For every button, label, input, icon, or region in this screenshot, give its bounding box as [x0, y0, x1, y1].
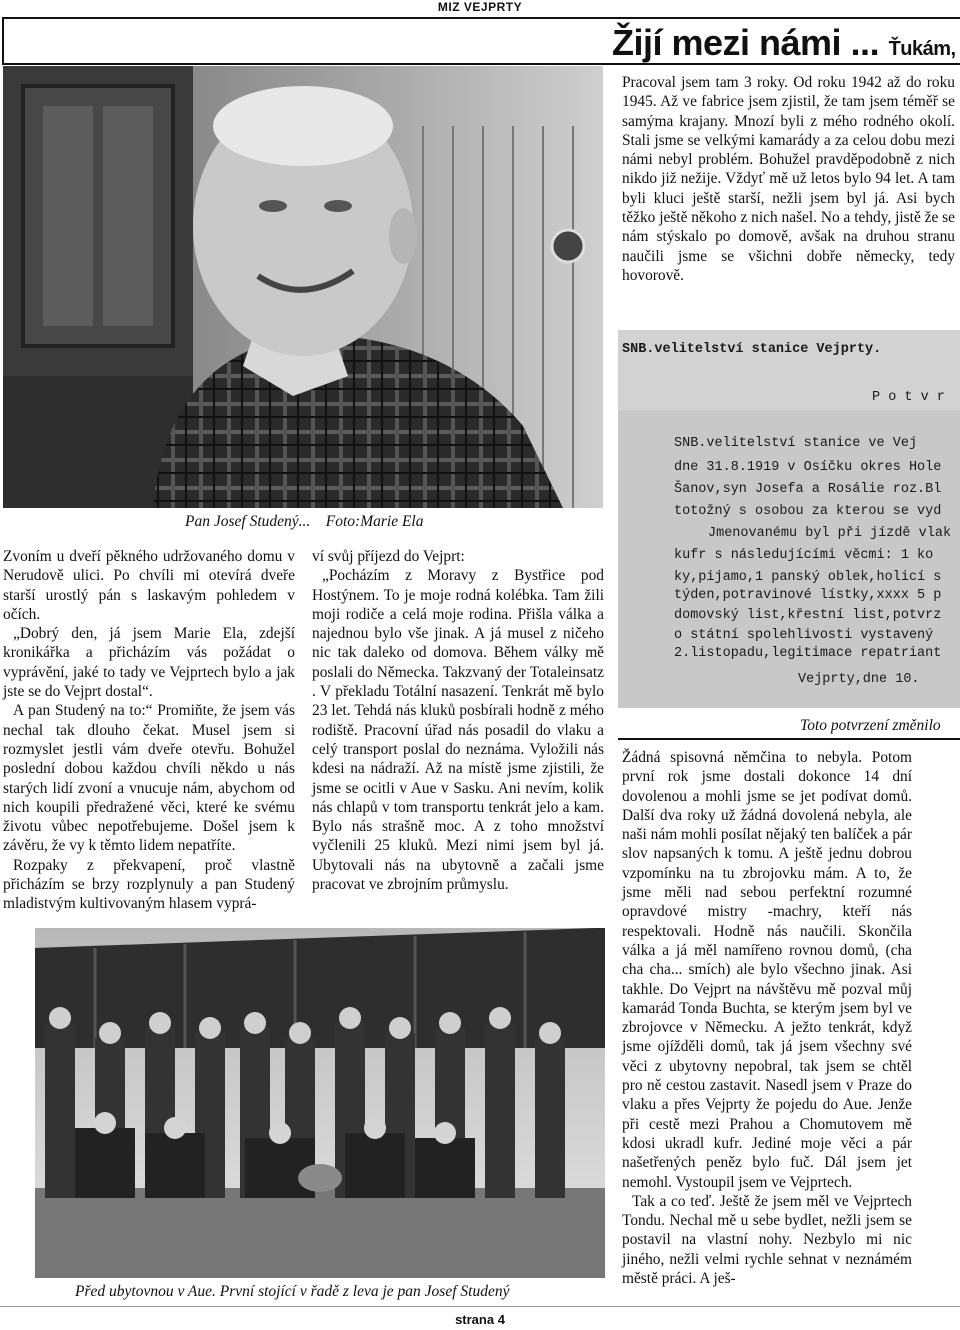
- column-3: [622, 748, 912, 1288]
- document-line: 2.listopadu,legitimace repatriant: [674, 646, 942, 661]
- right-top-column: [622, 73, 955, 285]
- title-main: Žijí mezi námi ...: [612, 22, 880, 63]
- right-top-paragraph: Pracoval jsem tam 3 roky. Od roku 1942 až do roku 1945. Až ve fabrice jsem zjistil, že tam jsem téměř se samýma krajany. Mnozí byli z mého rodného okolí. Stali jsme se velkými kamarády a za celou dobu mezi námi nebyl problém. Bohužel pravděpodobně z nich nikdo již nežije. Vždyť mě už letos bylo 94 let. A tam byli kluci ještě starší, nežli jsem byl já. Asi bych těžko ještě někoho z nich našel. No a tehdy, jistě že se nám stýskalo po domově, avšak na druhou stranu naučili jsme se všichni dobře německy, tedy hovorově.: [622, 74, 955, 284]
- document-line: domovský list,křestní list,potvrz: [674, 608, 942, 623]
- document-line: dne 31.8.1919 v Osíčku okres Hole: [674, 460, 942, 475]
- group-photo: [35, 928, 605, 1278]
- column-2: [312, 547, 604, 894]
- col3-paragraph: Žádná spisovná němčina to nebyla. Potom první rok jsme dostali dokonce 14 dní dovolenou a mohli jsme se jet podívat domů. Další dva roky už žádná dovolená nebyla, ale naši nám mohli posílat nějaký ten balíček a pár slov napsaných k tomu. A ještě jednu dobrou vzpomínku na tu zbrojovku mám. A to, že jsme měli nad sebou perfektní rozumné opravdové mistry -machry, kteří nás respektovali. Hodně nás naučili. Skončila válka a já měl namířeno rovnou domů, (cha cha cha... smích) ale bylo všechno jinak. Asi takhle. Do Vejprt na návštěvu mě pozval můj kamarád Tonda Buchta, se kterým jsem byl ve zbrojovce v Německu. A ježto tenkrát, když jsme ojížděli domů, tak já jsem všechny své věci z ubytovny nepobral, tak jsem se chtěl pro ně cestou zastavit. Nasedl jsem v Praze do vlaku a přes Vejprty že pojedu do Aue. Jenže při cestě mezi Prahou a Chomutovem mě kdosi ukradl kufr. Jediné moje věci a pár našetřených peněz bylo fuč. Dál jsem jet nemohl. Vystoupil jsem ve Vejprtech.: [622, 749, 912, 1191]
- col1-paragraph: „Dobrý den, já jsem Marie Ela, zdejší kronikářka a přicházím vás požádat o vyprávění, jaké to tady ve Vejprtech bylo a jak jste se do Vejprt dostal“.: [3, 625, 295, 701]
- document-line: totožný s osobou za kterou se vyd: [674, 504, 942, 519]
- document-line: P o t v r: [872, 390, 945, 405]
- col2-paragraph: ví svůj příjezd do Vejprt:: [312, 548, 465, 565]
- portrait-photo: [3, 66, 603, 508]
- footer-rule: [0, 1306, 960, 1307]
- group-photo-caption: Před ubytovnou v Aue. První stojící v řadě z leva je pan Josef Studený: [75, 1283, 510, 1300]
- column-1: [3, 547, 295, 914]
- document-line: kufr s následujícími věcmi: 1 ko: [674, 548, 934, 563]
- document-line: Jmenovanému byl při jízdě vlak: [708, 526, 952, 541]
- col2-paragraph: „Pocházím z Moravy z Bystřice pod Hostýnem. To je moje rodná kolébka. Tam žili moji rodiče a celá moje rodina. Přišla válka a najednou bylo vše jinak. A já musel z ničeho nic tak daleko od domova. Během války mě poslali do Německa. Takzvaný der Totaleinsatz . V překladu Totální nasazení. Tenkrát mě bylo 23 let. Tehdá nás kluků posbírali hodně z mého rodiště. Pracovní úřad nás posadil do vlaku a celý transport poslal do neznáma. Vyložili nás kdesi na nádraží. Až na místě jsme zjistili, že jsme se ocitli v Aue v Sasku. Ani nevím, kolik nás chlapů v tom transportu tenkrát jelo a kam. Bylo nás strašně moc. A z toho množství vyčlenili 25 kluků. Mezi nimi jsem byl já. Ubytovali nás na ubytovně a začali jsme pracovat ve zbrojním průmyslu.: [312, 567, 604, 894]
- document-line: Šanov,syn Josefa a Rosálie roz.Bl: [674, 482, 942, 497]
- title-sub: Ťukám,: [888, 38, 956, 60]
- col3-paragraph: Tak a co teď. Ještě že jsem měl ve Vejprtech Tondu. Nechal mě u sebe bydlet, nežli jsem se postavil na vlastní nohy. Nezbylo mi nic jiného, nežli velmi rychle sehnat v neznámém městě práci. A ješ-: [622, 1192, 912, 1288]
- col1-paragraph: Rozpaky z překvapení, proč vlastně přicházím se brzy rozplynuly a pan Studený mladistvým kultivovaným hlasem vyprá-: [3, 856, 295, 913]
- document-caption-rule: [618, 738, 960, 740]
- document-line: týden,potravinové lístky,xxxx 5 p: [674, 588, 942, 603]
- document-line: Vejprty,dne 10.: [798, 672, 920, 687]
- document-line: SNB.velitelství stanice ve Vej: [674, 436, 918, 451]
- article-title: [612, 22, 956, 64]
- group-illustration: [35, 928, 605, 1278]
- document-photo: [618, 330, 960, 708]
- document-line: ky,pijamo,1 panský oblek,holicí s: [674, 570, 942, 585]
- document-line: SNB.velitelství stanice Vejprty.: [622, 342, 882, 357]
- section-header: MIZ VEJPRTY: [437, 0, 523, 14]
- portrait-illustration: [3, 66, 603, 508]
- portrait-caption: Pan Josef Studený... Foto:Marie Ela: [185, 513, 424, 530]
- document-illustration: [618, 330, 960, 708]
- col1-paragraph: Zvoním u dveří pěkného udržovaného domu v Nerudově ulici. Po chvíli mi otevírá dveře starší urostlý pán s laskavým pohledem v očích.: [3, 548, 295, 623]
- col1-paragraph: A pan Studený na to:“ Promiňte, že jsem vás nechal tak dlouho čekat. Musel jsem si rozmyslet jestli vám dveře otevřu. Bohužel poslední dobou každou chvíli někdo u nás starých lidí zvoní a vnucuje nám, abychom od nich koupili předražené věci, které ke svému životu vůbec nepotřebujeme. Došel jsem k závěru, že vy k těmto lidem nepatříte.: [3, 702, 295, 855]
- page-number: strana 4: [455, 1312, 505, 1327]
- document-caption: Toto potvrzení změnilo: [800, 717, 941, 734]
- document-line: o státní spolehlivosti vystavený: [674, 628, 934, 643]
